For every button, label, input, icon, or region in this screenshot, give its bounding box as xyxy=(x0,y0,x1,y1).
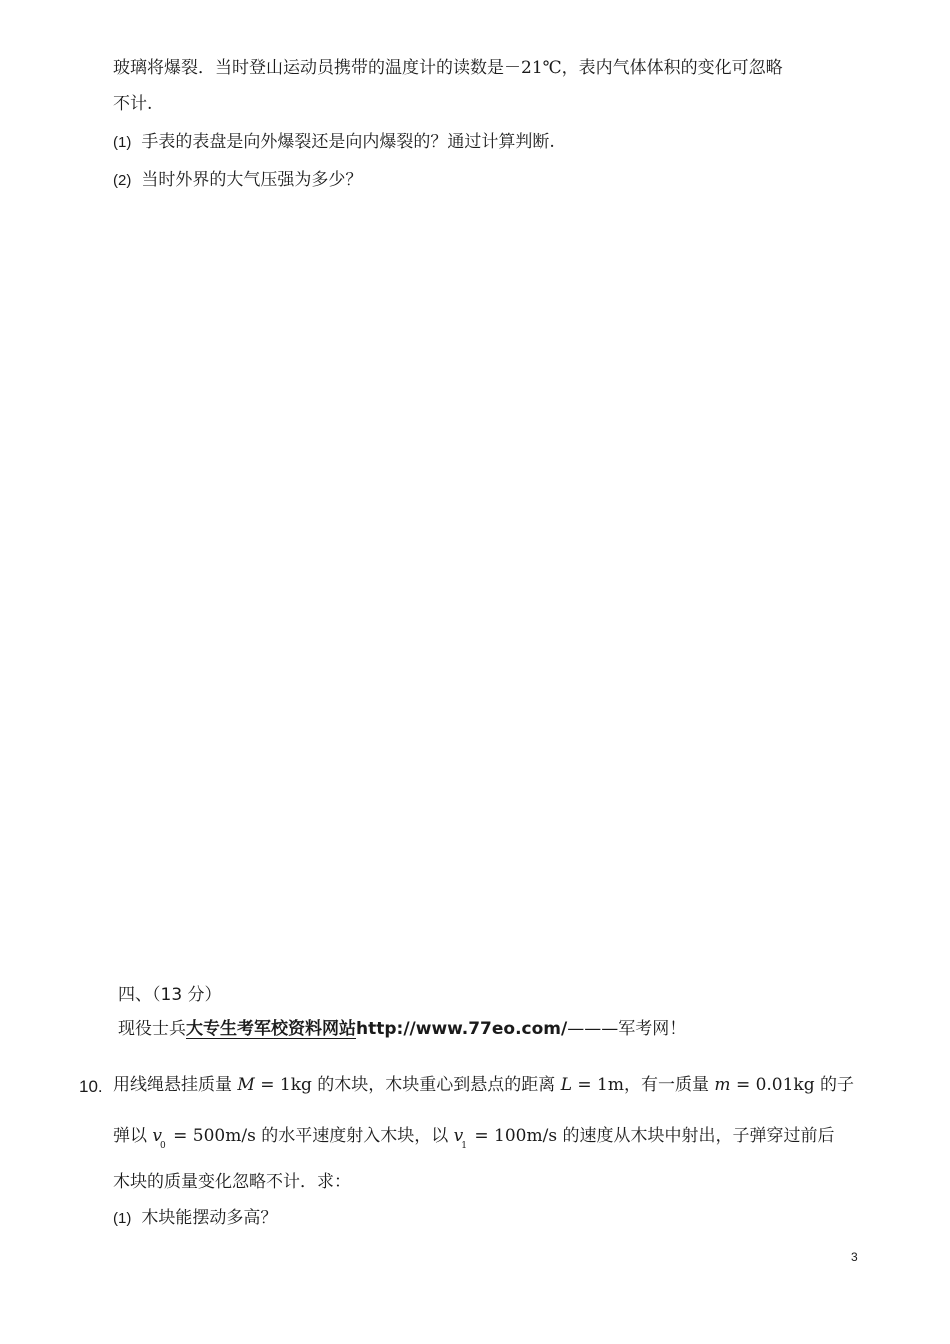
question-9-part-1 xyxy=(113,134,555,151)
ad-site-link[interactable]: 大专生考军校资料网站 xyxy=(186,1019,356,1039)
var-L: L xyxy=(560,1075,572,1095)
question-10-line-1 xyxy=(113,1077,854,1094)
text-segment: = 1m，有一质量 xyxy=(577,1075,709,1095)
question-10-line-3: 木块的质量变化忽略不计．求： xyxy=(113,1172,351,1192)
subscript: 0 xyxy=(160,1141,166,1151)
text-segment: = 100m/s 的速度从木块中射出，子弹穿过前后 xyxy=(474,1126,835,1146)
section-heading: 四、（13 分） xyxy=(118,985,222,1005)
var-v1: v xyxy=(453,1126,464,1146)
part-number: (1) xyxy=(113,1210,132,1227)
ad-prefix: 现役士兵 xyxy=(118,1019,186,1039)
text-segment: = 1kg 的木块，木块重心到悬点的距离 xyxy=(260,1075,556,1095)
question-10-part-1 xyxy=(113,1210,277,1227)
part-text: 木块能摆动多高？ xyxy=(141,1208,278,1228)
part-text: 手表的表盘是向外爆裂还是向内爆裂的？通过计算判断. xyxy=(141,132,555,152)
part-text: 当时外界的大气压强为多少？ xyxy=(141,170,363,190)
var-m: m xyxy=(714,1075,731,1095)
question-10-number: 10. xyxy=(79,1077,103,1096)
text-segment: = 500m/s 的水平速度射入木块，以 xyxy=(173,1126,449,1146)
paragraph-line-2: 不计. xyxy=(113,94,153,114)
question-10-line-2 xyxy=(113,1126,835,1151)
text-segment: 用线绳悬挂质量 xyxy=(113,1075,232,1095)
var-v0: v xyxy=(152,1126,163,1146)
text-segment: 弹以 xyxy=(113,1126,147,1146)
ad-suffix: ———军考网！ xyxy=(567,1019,687,1039)
part-number: (2) xyxy=(113,172,132,189)
ad-url[interactable]: http://www.77eo.com/ xyxy=(356,1019,568,1039)
ad-line xyxy=(118,1014,686,1039)
part-number: (1) xyxy=(113,134,132,151)
question-9-part-2 xyxy=(113,172,362,189)
var-M: M xyxy=(237,1075,255,1095)
text-segment: = 0.01kg 的子 xyxy=(735,1075,855,1095)
page-number: 3 xyxy=(851,1250,858,1264)
subscript: 1 xyxy=(461,1141,467,1151)
paragraph-line-1: 玻璃将爆裂．当时登山运动员携带的温度计的读数是－21℃，表内气体体积的变化可忽略 xyxy=(113,58,783,78)
